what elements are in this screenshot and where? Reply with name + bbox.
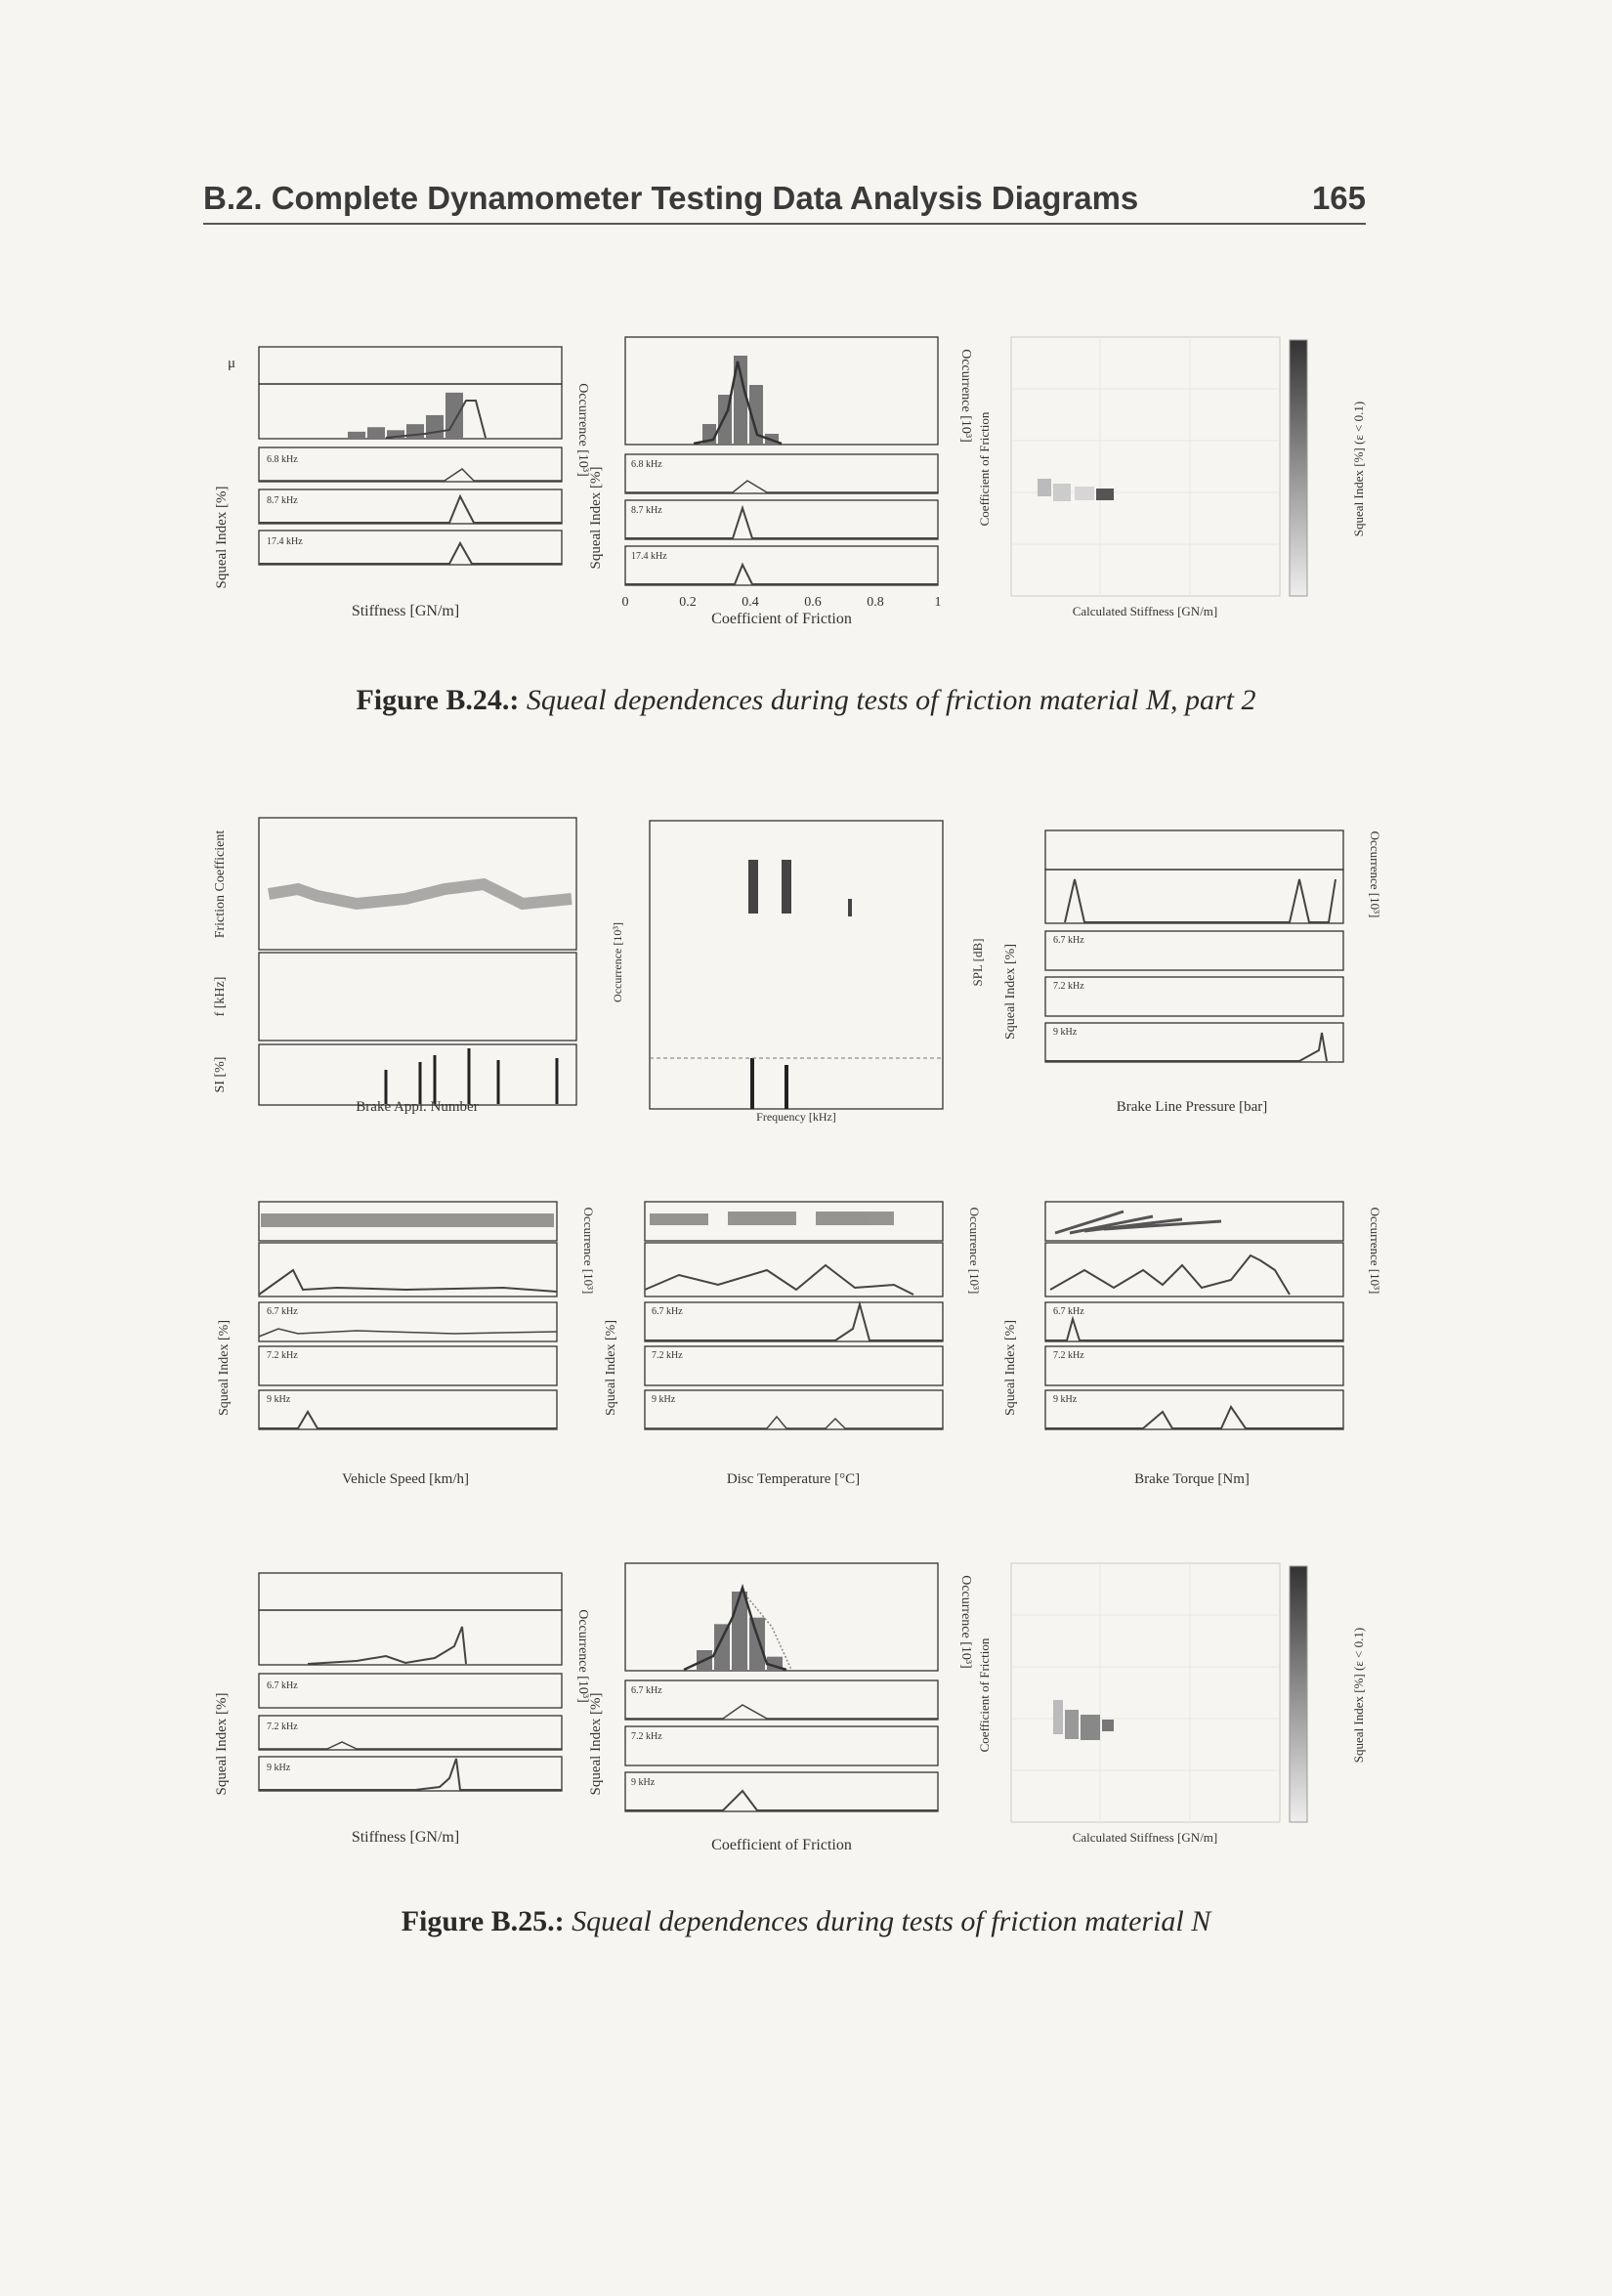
pressure-line-9 [1045, 1033, 1327, 1061]
speed-line-67 [259, 1329, 557, 1337]
speed-ylabel: Squeal Index [%] [217, 1320, 232, 1416]
b24-cof-freq-0: 6.8 kHz [631, 459, 662, 470]
temp-chart [601, 1172, 982, 1500]
b25-cof-freq-2: 9 kHz [631, 1777, 656, 1788]
b25-stiff-freq-1: 7.2 kHz [267, 1722, 298, 1732]
b24-stiffness-line-68 [259, 469, 562, 481]
b25-stiffness-axes [259, 1573, 562, 1791]
b25-heatmap-cells [1053, 1700, 1114, 1740]
torque-ylabel: Squeal Index [%] [1003, 1320, 1018, 1416]
speed-freq-1: 7.2 kHz [267, 1350, 298, 1361]
b24-cof-freq-1: 8.7 kHz [631, 505, 662, 516]
spectrum-chart [606, 806, 987, 1128]
torque-occ-line [1050, 1255, 1290, 1295]
b24-hm-xlabel: Calculated Stiffness [GN/m] [1072, 604, 1218, 618]
b25-stiff-freq-0: 6.7 kHz [267, 1680, 298, 1691]
b25-colorbar [1290, 1566, 1307, 1822]
b24-hm-cell [1038, 479, 1051, 496]
b24-cof-line-174 [625, 565, 938, 584]
b24-cbar-label: Squeal Index [%] (ε < 0.1) [1351, 401, 1366, 537]
speed-occ-label: Occurrence [10³] [581, 1207, 596, 1295]
b25-caption-label: Figure B.25.: [401, 1905, 565, 1937]
pressure-axes [1045, 830, 1343, 1062]
b24-cof-occ-label: Occurrence [10³] [958, 349, 973, 443]
appl-ylabel-2: SI [%] [213, 1056, 228, 1093]
pressure-chart [997, 806, 1382, 1128]
b24-hm-cell [1053, 484, 1071, 501]
b25-stiff-ylabel: Squeal Index [%] [214, 1692, 230, 1796]
b24-cof-line-87 [625, 508, 938, 538]
b25-cbar-label: Squeal Index [%] (ε < 0.1) [1351, 1627, 1366, 1764]
b25-hm-cell [1065, 1710, 1079, 1739]
b25-hm-xlabel: Calculated Stiffness [GN/m] [1072, 1830, 1218, 1845]
b25-stiffness-line-9 [259, 1759, 562, 1790]
b24-hm-cell [1096, 489, 1114, 500]
spectrum-occ-bars [752, 1058, 786, 1109]
b25-cof-line-67 [625, 1705, 938, 1719]
b24-cof-xticks [622, 595, 942, 610]
b24-stiffness-line-174 [259, 543, 562, 564]
b25-stiffness-line-72 [259, 1742, 562, 1749]
b24-cof-freq-2: 17.4 kHz [631, 551, 667, 562]
b24-cof-chart [586, 322, 977, 635]
temp-freq-1: 7.2 kHz [652, 1350, 683, 1361]
appl-xlabel: Brake Appl. Number [356, 1099, 479, 1115]
b24-caption-text: Squeal dependences during tests of friction material M, part 2 [519, 684, 1256, 716]
b25-stiff-freq-2: 9 kHz [267, 1763, 291, 1773]
torque-freq-1: 7.2 kHz [1053, 1350, 1084, 1361]
b24-cof-line-68 [625, 481, 938, 492]
b25-cof-chart [586, 1549, 977, 1861]
page-header [203, 180, 1366, 223]
b24-stiff-freq-2: 17.4 kHz [267, 536, 303, 547]
b24-colorbar [1290, 340, 1307, 596]
b25-hm-cell [1102, 1720, 1114, 1731]
temp-axes [645, 1202, 943, 1429]
b24-stiff-xlabel: Stiffness [GN/m] [351, 603, 460, 619]
b24-heatmap-axes [1011, 337, 1280, 596]
appl-axes [259, 818, 576, 1105]
header-rule [203, 223, 1366, 225]
b25-cof-bar [749, 1618, 765, 1670]
b25-stiffness-occ-line [308, 1627, 466, 1664]
appl-si-spikes [386, 1048, 557, 1104]
b25-hm-ylabel: Coefficient of Friction [977, 1637, 992, 1753]
b24-stiff-bar [348, 432, 365, 438]
b24-hm-cell [1075, 487, 1094, 500]
b24-stiff-ylabel: Squeal Index [%] [214, 486, 230, 589]
torque-chart [997, 1172, 1382, 1500]
pressure-ylabel: Squeal Index [%] [1003, 944, 1018, 1040]
b25-stiff-occ-label: Occurrence [10³] [575, 1609, 590, 1703]
b25-cof-bar [732, 1592, 747, 1670]
speed-freq-2: 9 kHz [267, 1394, 291, 1405]
b24-stiff-freq-0: 6.8 kHz [267, 454, 298, 465]
b25-heatmap-axes [1011, 1563, 1280, 1822]
torque-freq-0: 6.7 kHz [1053, 1306, 1084, 1317]
spectrum-ylabel: Occurrence [10³] [611, 922, 624, 1002]
b25-caption [0, 1905, 1612, 1938]
temp-freq-0: 6.7 kHz [652, 1306, 683, 1317]
speed-axes [259, 1202, 557, 1429]
b25-heatmap-grid [1011, 1563, 1280, 1822]
speed-line-9 [259, 1412, 557, 1428]
spectrum-spl-blocks [748, 860, 852, 916]
speed-chart [210, 1172, 596, 1500]
b24-stiff-occ-label: Occurrence [10³] [575, 383, 590, 477]
b25-cof-line-9 [625, 1791, 938, 1810]
temp-line-67 [645, 1304, 943, 1340]
torque-freq-2: 9 kHz [1053, 1394, 1078, 1405]
pressure-freq-0: 6.7 kHz [1053, 935, 1084, 946]
spectrum-axes [650, 821, 943, 1109]
speed-occ-line [259, 1270, 557, 1295]
b24-heatmap-chart [977, 322, 1387, 635]
torque-xlabel: Brake Torque [Nm] [1134, 1471, 1250, 1487]
appl-ylabel-0: Friction Coefficient [213, 829, 228, 939]
b24-cof-xlabel: Coefficient of Friction [711, 611, 852, 627]
temp-xlabel: Disc Temperature [°C] [726, 1471, 861, 1487]
b25-heatmap-chart [977, 1549, 1387, 1861]
pressure-xlabel: Brake Line Pressure [bar] [1116, 1099, 1268, 1115]
b24-heatmap-grid [1011, 337, 1280, 596]
b24-stiff-freq-1: 8.7 kHz [267, 495, 298, 506]
b24-heatmap-cells [1038, 479, 1114, 501]
b25-cof-ylabel: Squeal Index [%] [588, 1692, 604, 1796]
b24-mu-label: μ [228, 356, 236, 371]
pressure-freq-2: 9 kHz [1053, 1027, 1078, 1038]
torque-line-67 [1045, 1319, 1343, 1340]
b24-stiff-bar [426, 415, 444, 438]
b25-hm-cell [1081, 1715, 1100, 1740]
b24-stiffness-line-87 [259, 496, 562, 523]
b25-cof-occ-label: Occurrence [10³] [958, 1575, 973, 1669]
torque-mu-strokes [1055, 1212, 1221, 1233]
b25-cof-xlabel: Coefficient of Friction [711, 1837, 852, 1853]
b25-stiff-xlabel: Stiffness [GN/m] [351, 1829, 460, 1846]
pressure-freq-1: 7.2 kHz [1053, 981, 1084, 992]
torque-line-9 [1045, 1407, 1343, 1428]
appl-ylabel-1: f [kHz] [213, 976, 228, 1017]
b25-hm-cell [1053, 1700, 1063, 1734]
b24-cof-xt-3: 0.6 [804, 595, 822, 610]
speed-freq-0: 6.7 kHz [267, 1306, 298, 1317]
b24-caption-label: Figure B.24.: [356, 684, 520, 716]
b24-cof-axes [625, 337, 938, 585]
speed-xlabel: Vehicle Speed [km/h] [342, 1471, 469, 1487]
spectrum-xlabel: Frequency [kHz] [756, 1110, 836, 1124]
temp-freq-2: 9 kHz [652, 1394, 676, 1405]
b24-cof-xt-2: 0.4 [742, 595, 759, 610]
b25-cof-freq-1: 7.2 kHz [631, 1731, 662, 1742]
b24-cof-ylabel: Squeal Index [%] [588, 466, 604, 570]
spectrum-y2label: SPL [dB] [970, 938, 985, 987]
speed-mu-band [261, 1213, 554, 1227]
b25-cof-axes [625, 1563, 938, 1811]
pressure-occ-label: Occurrence [10³] [1368, 830, 1382, 918]
appl-mu-line [269, 884, 572, 904]
torque-occ-label: Occurrence [10³] [1368, 1207, 1382, 1295]
b24-cof-xt-4: 0.8 [867, 595, 884, 610]
b24-cof-xt-5: 1 [934, 595, 942, 610]
b24-cof-xt-0: 0 [621, 595, 629, 610]
temp-ylabel: Squeal Index [%] [604, 1320, 618, 1416]
b24-stiffness-chart [210, 322, 590, 635]
b25-caption-text: Squeal dependences during tests of friction material N [564, 1905, 1211, 1937]
b24-cof-xt-1: 0.2 [679, 595, 697, 610]
section-title: B.2. Complete Dynamometer Testing Data Analysis Diagrams [203, 180, 1139, 216]
pressure-occ-line [1065, 879, 1336, 922]
page-number: 165 [1311, 180, 1366, 216]
b25-stiffness-chart [210, 1549, 590, 1861]
b25-cof-freq-0: 6.7 kHz [631, 1685, 662, 1696]
b24-hm-ylabel: Coefficient of Friction [977, 411, 992, 527]
temp-mu-blobs [650, 1212, 894, 1225]
b24-caption [0, 684, 1612, 717]
temp-occ-label: Occurrence [10³] [967, 1207, 982, 1295]
torque-axes [1045, 1202, 1343, 1429]
temp-occ-line [645, 1265, 913, 1295]
appl-chart [210, 806, 596, 1128]
b24-stiff-bar [367, 427, 385, 438]
b24-stiffness-axes [259, 347, 562, 565]
temp-line-9 [645, 1417, 943, 1428]
